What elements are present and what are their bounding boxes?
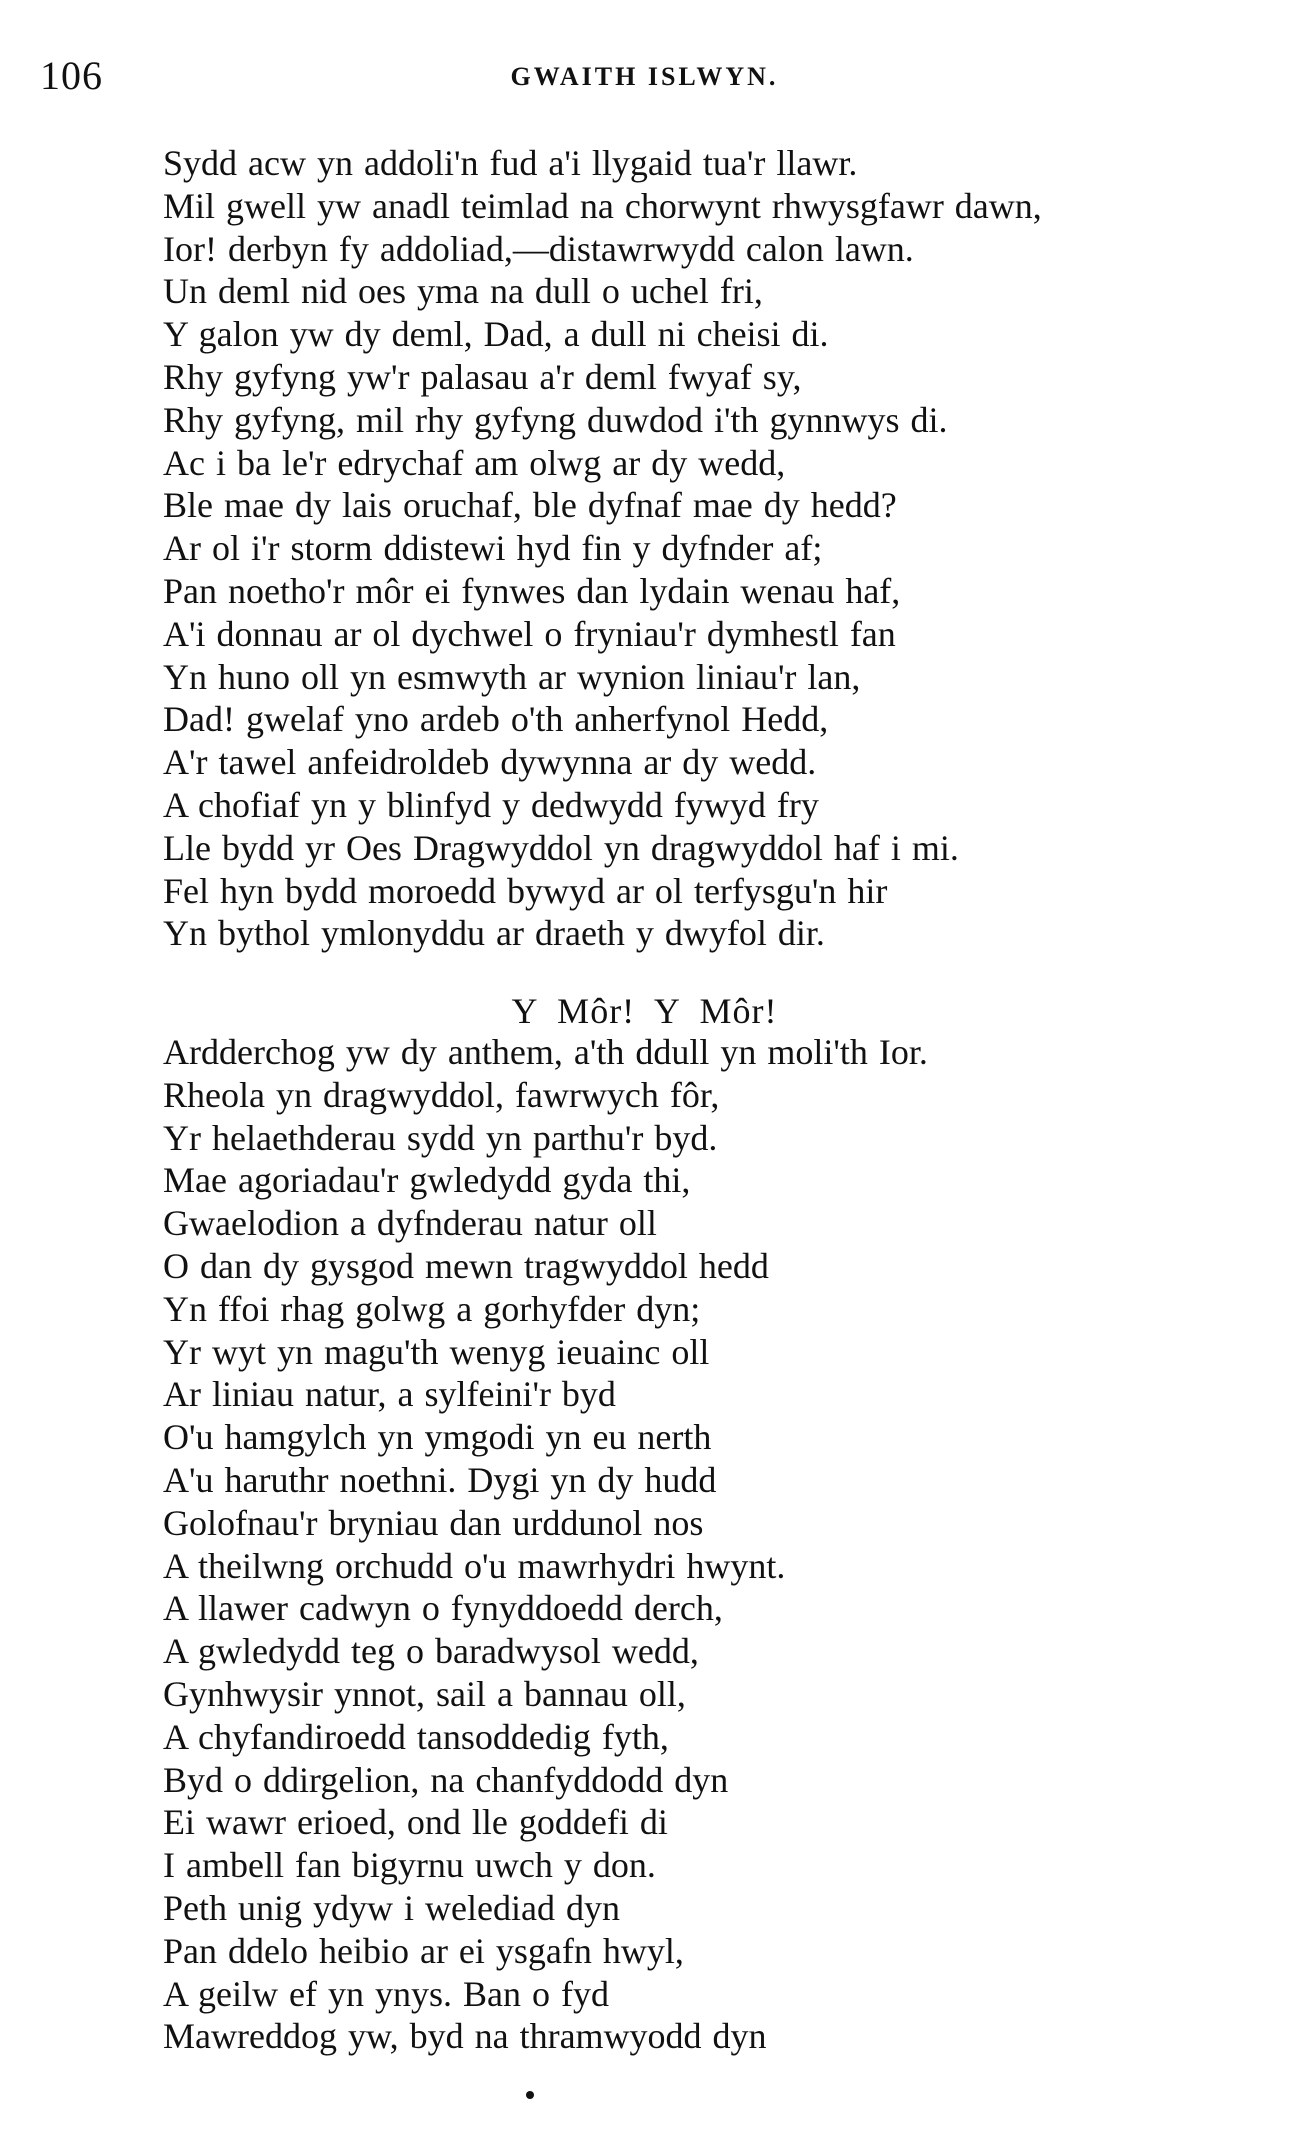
verse-line: Sydd acw yn addoli'n fud a'i llygaid tua'r llawr.	[163, 143, 858, 183]
verse-line: Peth unig ydyw i welediad dyn	[163, 1887, 620, 1928]
verse-line: Yn huno oll yn esmwyth ar wynion liniau'r lan,	[163, 656, 861, 697]
verse-line: Un deml nid oes yma na dull o uchel fri,	[163, 271, 763, 312]
verse-line: A geilw ef yn ynys. Ban o fyd	[163, 1973, 609, 2014]
verse-line: O'u hamgylch yn ymgodi yn eu nerth	[163, 1417, 712, 1458]
verse-block-2	[163, 1031, 1273, 2058]
verse-line: A llawer cadwyn o fynyddoedd derch,	[163, 1588, 723, 1629]
verse-line: Lle bydd yr Oes Dragwyddol yn dragwyddol haf i mi.	[163, 827, 959, 868]
verse-line: A'r tawel anfeidroldeb dywynna ar dy wedd.	[163, 742, 817, 783]
verse-line: Gwaelodion a dyfnderau natur oll	[163, 1203, 657, 1244]
verse-line: A gwledydd teg o baradwysol wedd,	[163, 1631, 699, 1672]
verse-line: A chofiaf yn y blinfyd y dedwydd fywyd fry	[163, 784, 819, 825]
verse-line: Yn bythol ymlonyddu ar draeth y dwyfol dir.	[163, 913, 825, 954]
verse-line: A'i donnau ar ol dychwel o fryniau'r dymhestl fan	[163, 613, 896, 654]
verse-line: I ambell fan bigyrnu uwch y don.	[163, 1845, 656, 1886]
verse-line: Yn ffoi rhag golwg a gorhyfder dyn;	[163, 1288, 701, 1329]
verse-line: Pan ddelo heibio ar ei ysgafn hwyl,	[163, 1930, 684, 1971]
verse-line: Gynhwysir ynnot, sail a bannau oll,	[163, 1673, 686, 1714]
verse-line: Mil gwell yw anadl teimlad na chorwynt rhwysgfawr dawn,	[163, 185, 1042, 226]
verse-line: Ble mae dy lais oruchaf, ble dyfnaf mae dy hedd?	[163, 485, 897, 526]
verse-line: Mawreddog yw, byd na thramwyodd dyn	[163, 2016, 767, 2057]
verse-line: Ar liniau natur, a sylfeini'r byd	[163, 1374, 616, 1415]
verse-line: Mae agoriadau'r gwledydd gyda thi,	[163, 1160, 691, 1201]
verse-line: Y galon yw dy deml, Dad, a dull ni cheisi di.	[163, 314, 829, 355]
verse-line: Yr helaethderau sydd yn parthu'r byd.	[163, 1117, 718, 1158]
verse-line: Fel hyn bydd moroedd bywyd ar ol terfysgu'n hir	[163, 870, 888, 911]
verse-line: Ior! derbyn fy addoliad,—distawrwydd calon lawn.	[163, 228, 914, 269]
page-number: 106	[40, 53, 103, 98]
section-title: Y Môr! Y Môr!	[511, 991, 778, 1031]
verse-line: Rhy gyfyng, mil rhy gyfyng duwdod i'th gynnwys di.	[163, 399, 948, 440]
printer-mark-dot	[526, 2091, 534, 2099]
verse-line: A'u haruthr noethni. Dygi yn dy hudd	[163, 1459, 717, 1500]
verse-line: Dad! gwelaf yno ardeb o'th anherfynol Hedd,	[163, 699, 829, 740]
verse-line: Pan noetho'r môr ei fynwes dan lydain wenau haf,	[163, 570, 901, 611]
verse-line: O dan dy gysgod mewn tragwyddol hedd	[163, 1245, 769, 1286]
verse-line: Yr wyt yn magu'th wenyg ieuainc oll	[163, 1331, 710, 1372]
running-title: GWAITH ISLWYN.	[510, 62, 779, 91]
verse-block-1	[163, 142, 1273, 955]
verse-line: Golofnau'r bryniau dan urddunol nos	[163, 1502, 704, 1543]
verse-line: A chyfandiroedd tansoddedig fyth,	[163, 1716, 669, 1757]
verse-line: Ei wawr erioed, ond lle goddefi di	[163, 1802, 668, 1843]
verse-line: Ar ol i'r storm ddistewi hyd fin y dyfnder af;	[163, 528, 823, 569]
verse-line: Rheola yn dragwyddol, fawrwych fôr,	[163, 1074, 720, 1115]
verse-line: Rhy gyfyng yw'r palasau a'r deml fwyaf sy,	[163, 356, 802, 397]
verse-line: Ac i ba le'r edrychaf am olwg ar dy wedd,	[163, 442, 786, 483]
verse-line: Ardderchog yw dy anthem, a'th ddull yn moli'th Ior.	[163, 1032, 928, 1072]
verse-line: A theilwng orchudd o'u mawrhydri hwynt.	[163, 1545, 786, 1586]
verse-line: Byd o ddirgelion, na chanfyddodd dyn	[163, 1759, 729, 1800]
